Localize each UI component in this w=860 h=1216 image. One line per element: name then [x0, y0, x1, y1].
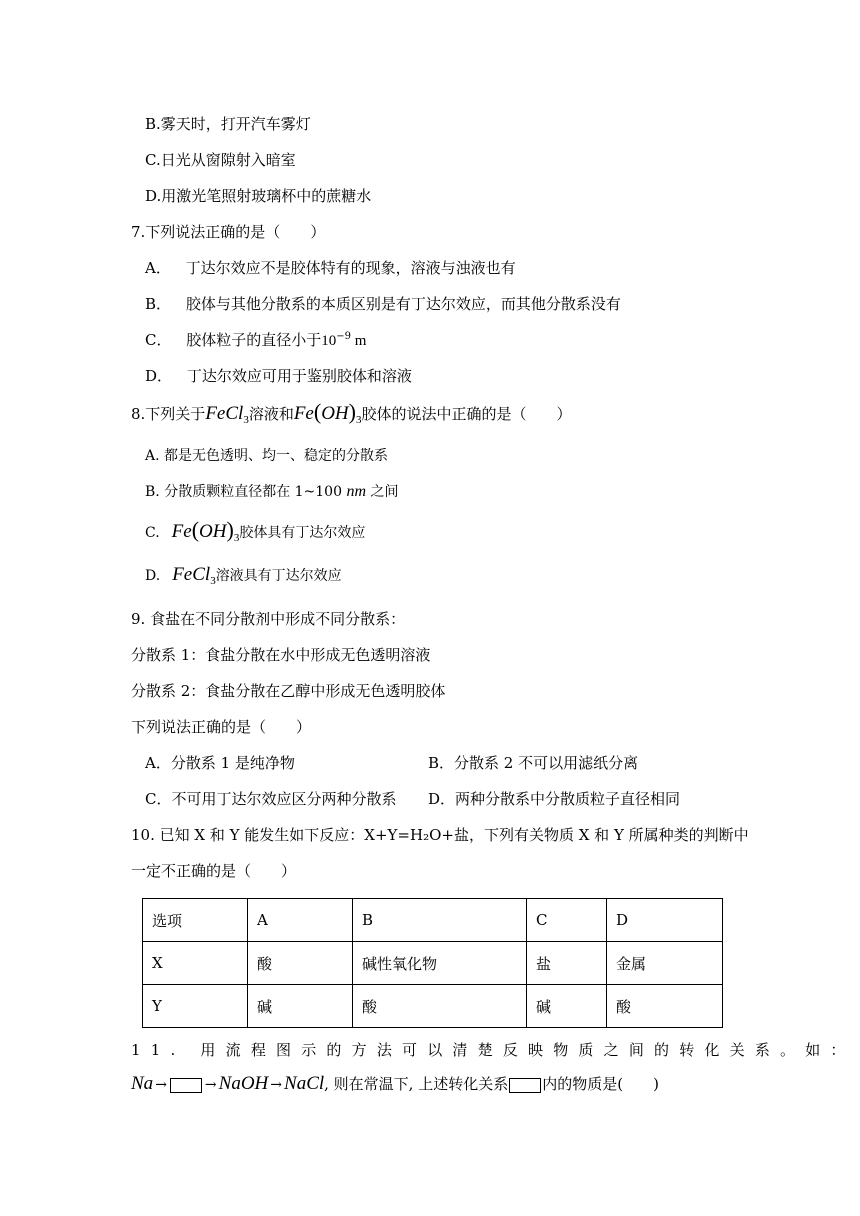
option-letter: D． [145, 367, 173, 385]
formula-subscript: 3 [233, 532, 240, 544]
q8-option-c [145, 517, 366, 544]
table-cell: 金属 [607, 942, 723, 985]
table-cell: 酸 [353, 985, 527, 1028]
table-cell: B [353, 899, 527, 942]
q9-option-c: C．不可用丁达尔效应区分两种分散系 [145, 790, 397, 808]
table-cell: 盐 [527, 942, 607, 985]
option-text: 胶体粒子的直径小于 [186, 331, 322, 349]
formula-subscript: 3 [243, 414, 249, 426]
q7-option-c [145, 330, 366, 351]
option-letter: D. [145, 568, 161, 584]
unit: m [351, 333, 367, 349]
q6-option-c: C.日光从窗隙射入暗室 [145, 151, 296, 169]
option-text: 之间 [366, 484, 399, 500]
q10-stem-line-1: 10. 已知 X 和 Y 能发生如下反应：X+Y=H₂O+盐，下列有关物质 X 和 Y 所属种类的判断中 [131, 826, 749, 844]
table-cell: X [143, 942, 248, 985]
option-text: 溶液具有丁达尔效应 [215, 568, 342, 584]
q8-option-a: A. 都是无色透明、均一、稳定的分散系 [145, 448, 389, 464]
q6-option-b: B.雾天时，打开汽车雾灯 [145, 115, 311, 133]
formula-body: Fe [171, 521, 192, 542]
table-cell: 碱 [248, 985, 353, 1028]
option-text: 胶体与其他分散系的本质区别是有丁达尔效应，而其他分散系没有 [185, 295, 621, 313]
option-text: B. 分散质颗粒直径都在 1~100 [145, 484, 347, 500]
q11-stem-line-2 [131, 1074, 659, 1095]
stem-text: 胶体的说法中正确的是（ ） [361, 405, 572, 423]
stem-text: , 则在常温下, 上述转化关系 [324, 1075, 509, 1093]
unit: nm [346, 483, 367, 500]
q11-stem-line-1: 11. 用流程图示的方法可以清楚反映物质之间的转化关系。如： [131, 1041, 856, 1059]
option-text: 胶体具有丁达尔效应 [239, 525, 366, 541]
stem-text: 溶液和 [248, 405, 294, 423]
formula-nacl: NaCl [284, 1073, 325, 1094]
table-cell: A [248, 899, 353, 942]
q7-option-a [145, 258, 516, 278]
arrow-right-icon: → [155, 1077, 167, 1093]
q9-stem: 9. 食盐在不同分散剂中形成不同分散系： [131, 610, 406, 628]
table-cell: D [607, 899, 723, 942]
q10-options-table [142, 898, 723, 1028]
q9-option-a: A．分散系 1 是纯净物 [145, 754, 295, 772]
option-letter: B． [145, 295, 172, 313]
formula-body: OH [199, 521, 227, 542]
table-cell: Y [143, 985, 248, 1028]
formula-body: OH [321, 403, 349, 424]
table-row [143, 942, 723, 985]
blank-box [509, 1078, 541, 1093]
table-header-row [143, 899, 723, 942]
q9-system-1: 分散系 1：食盐分散在水中形成无色透明溶液 [131, 646, 431, 664]
power-exponent: −9 [336, 331, 352, 342]
formula-na: Na [131, 1073, 154, 1094]
option-text: 丁达尔效应可用于鉴别胶体和溶液 [186, 367, 412, 385]
power-base: 10 [321, 333, 337, 349]
q7-stem: 7.下列说法正确的是（ ） [131, 223, 326, 241]
option-letter: C. [145, 525, 160, 541]
formula-fecl3 [172, 564, 216, 585]
stem-text: 内的物质是( ) [542, 1075, 659, 1093]
formula-body: FeCl [172, 564, 211, 585]
table-row [143, 985, 723, 1028]
table-cell: 碱性氧化物 [353, 942, 527, 985]
formula-subscript: 3 [355, 414, 362, 426]
arrow-right-icon: → [270, 1077, 283, 1093]
option-text: 丁达尔效应不是胶体特有的现象，溶液与浊液也有 [185, 259, 516, 277]
table-cell: 选项 [143, 899, 248, 942]
formula-feoh3: $Fe(OH)_3$ [293, 399, 362, 426]
q10-stem-line-2: 一定不正确的是（ ） [131, 862, 297, 880]
blank-box [170, 1078, 202, 1093]
q8-option-b [145, 482, 398, 502]
option-letter: C． [145, 331, 172, 349]
formula-body: FeCl [205, 403, 244, 424]
q9-ask: 下列说法正确的是（ ） [131, 718, 312, 736]
stem-text: 8.下列关于 [131, 405, 206, 423]
q8-stem [131, 399, 572, 426]
q7-option-b [145, 294, 621, 314]
arrow-right-icon: → [204, 1077, 217, 1093]
table-cell: 酸 [607, 985, 723, 1028]
table-cell: 碱 [527, 985, 607, 1028]
table-cell: C [527, 899, 607, 942]
option-letter: A． [145, 259, 171, 277]
q7-option-d [145, 366, 412, 386]
q9-system-2: 分散系 2：食盐分散在乙醇中形成无色透明胶体 [131, 682, 446, 700]
q9-option-d: D．两种分散系中分散质粒子直径相同 [428, 790, 681, 808]
formula-fecl3 [205, 403, 249, 424]
q6-option-d: D.用激光笔照射玻璃杯中的蔗糖水 [145, 187, 372, 205]
formula-feoh3: $Fe(OH)_3$ [171, 517, 240, 544]
q8-option-d [145, 565, 342, 586]
formula-naoh: NaOH [218, 1073, 269, 1094]
formula-body: Fe [293, 403, 314, 424]
table-cell: 酸 [248, 942, 353, 985]
q9-option-b: B．分散系 2 不可以用滤纸分离 [428, 754, 639, 772]
formula-subscript: 3 [210, 575, 216, 587]
